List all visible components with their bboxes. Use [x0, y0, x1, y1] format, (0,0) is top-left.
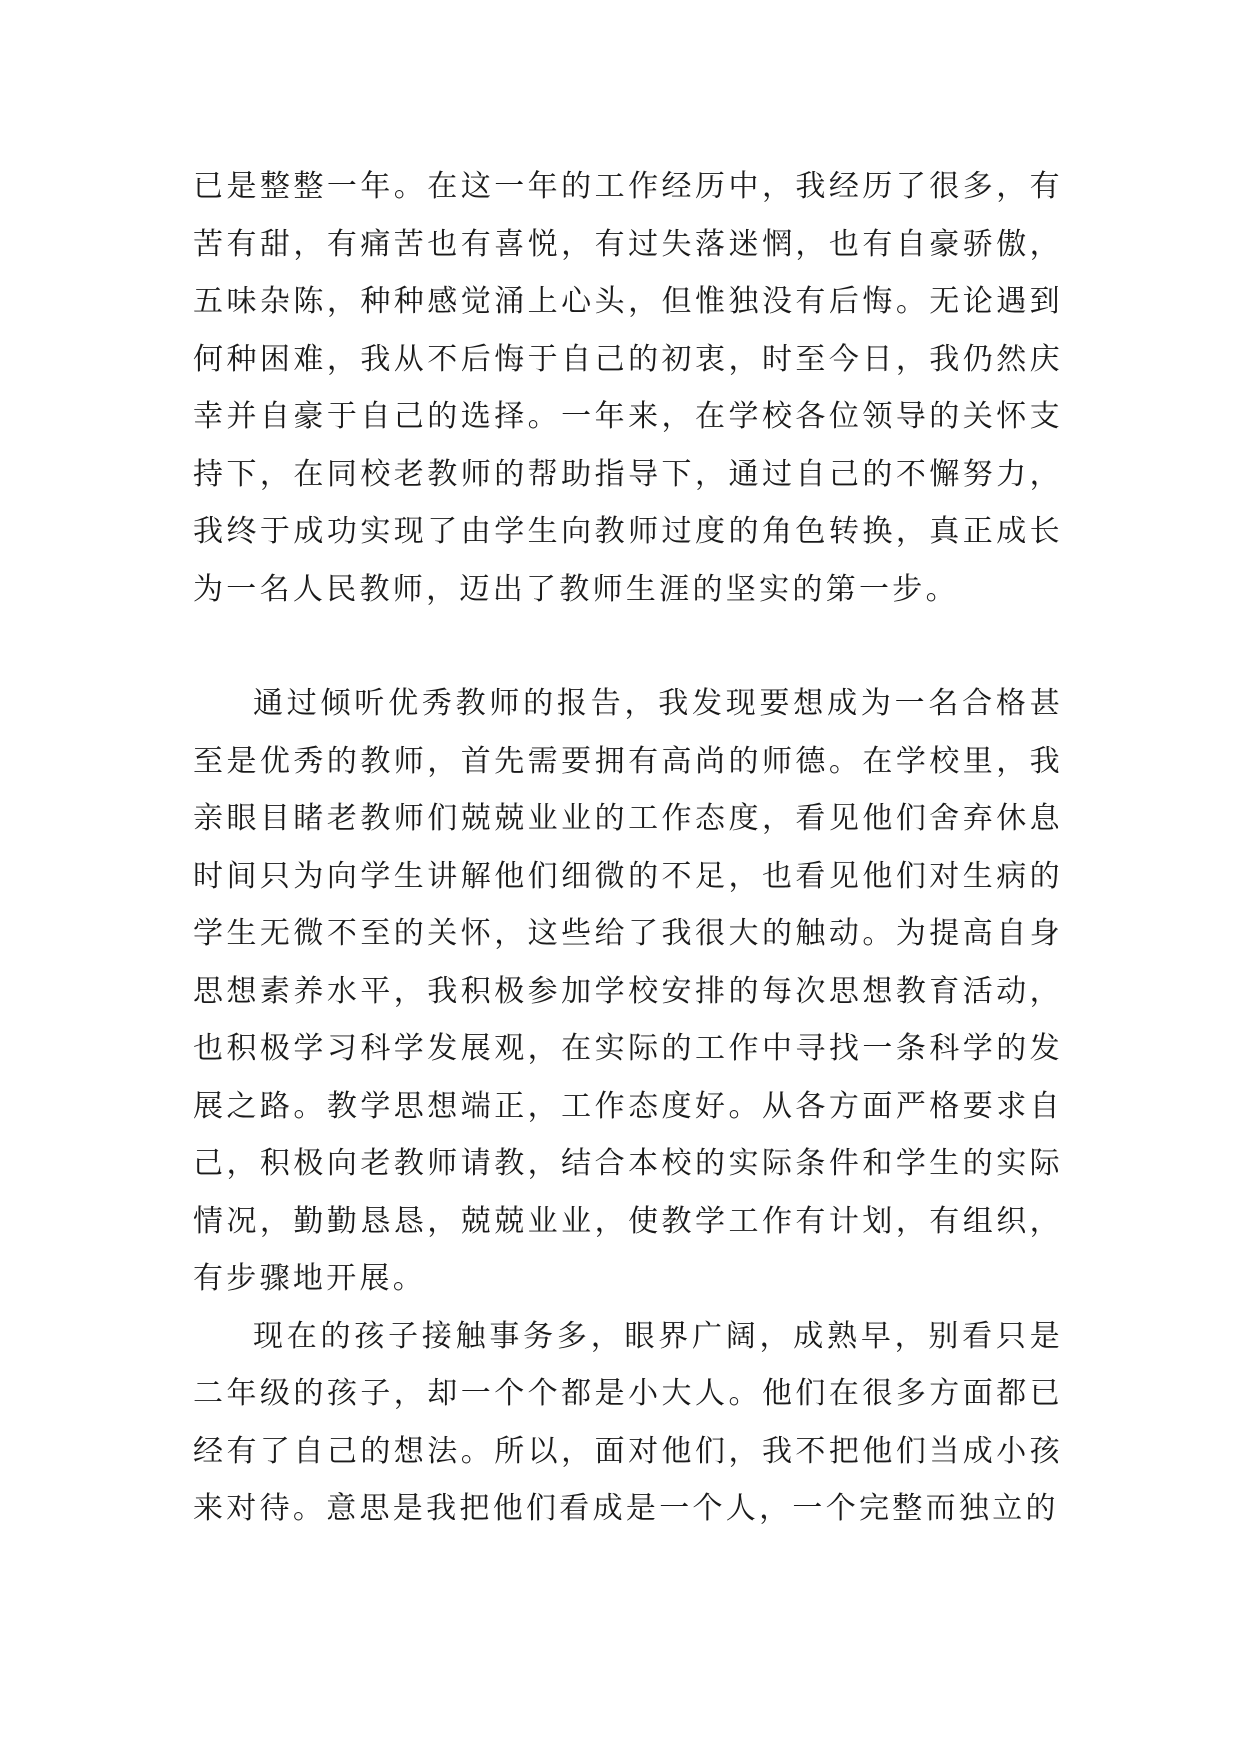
document-body [193, 158, 1063, 1538]
paragraph-gap [193, 618, 1063, 675]
paragraph-1: 已是整整一年。在这一年的工作经历中，我经历了很多，有苦有甜，有痛苦也有喜悦，有过失落迷惘，也有自豪骄傲，五味杂陈，种种感觉涌上心头，但惟独没有后悔。无论遇到何种困难，我从不后悔于自己的初衷，时至今日，我仍然庆幸并自豪于自己的选择。一年来，在学校各位领导的关怀支持下，在同校老教师的帮助指导下，通过自己的不懈努力，我终于成功实现了由学生向教师过度的角色转换，真正成长为一名人民教师，迈出了教师生涯的坚实的第一步。 [193, 169, 1063, 607]
paragraph-3: 现在的孩子接触事务多，眼界广阔，成熟早，别看只是二年级的孩子，却一个个都是小大人。他们在很多方面都已经有了自己的想法。所以，面对他们，我不把他们当成小孩来对待。意思是我把他们看成是一个人，一个完整而独立的 [193, 1318, 1063, 1526]
paragraph-2: 通过倾听优秀教师的报告，我发现要想成为一名合格甚至是优秀的教师，首先需要拥有高尚的师德。在学校里，我亲眼目睹老教师们兢兢业业的工作态度，看见他们舍弃休息时间只为向学生讲解他们细微的不足，也看见他们对生病的学生无微不至的关怀，这些给了我很大的触动。为提高自身思想素养水平，我积极参加学校安排的每次思想教育活动，也积极学习科学发展观，在实际的工作中寻找一条科学的发展之路。教学思想端正，工作态度好。从各方面严格要求自己，积极向老教师请教，结合本校的实际条件和学生的实际情况，勤勤恳恳，兢兢业业，使教学工作有计划，有组织，有步骤地开展。 [193, 686, 1063, 1296]
